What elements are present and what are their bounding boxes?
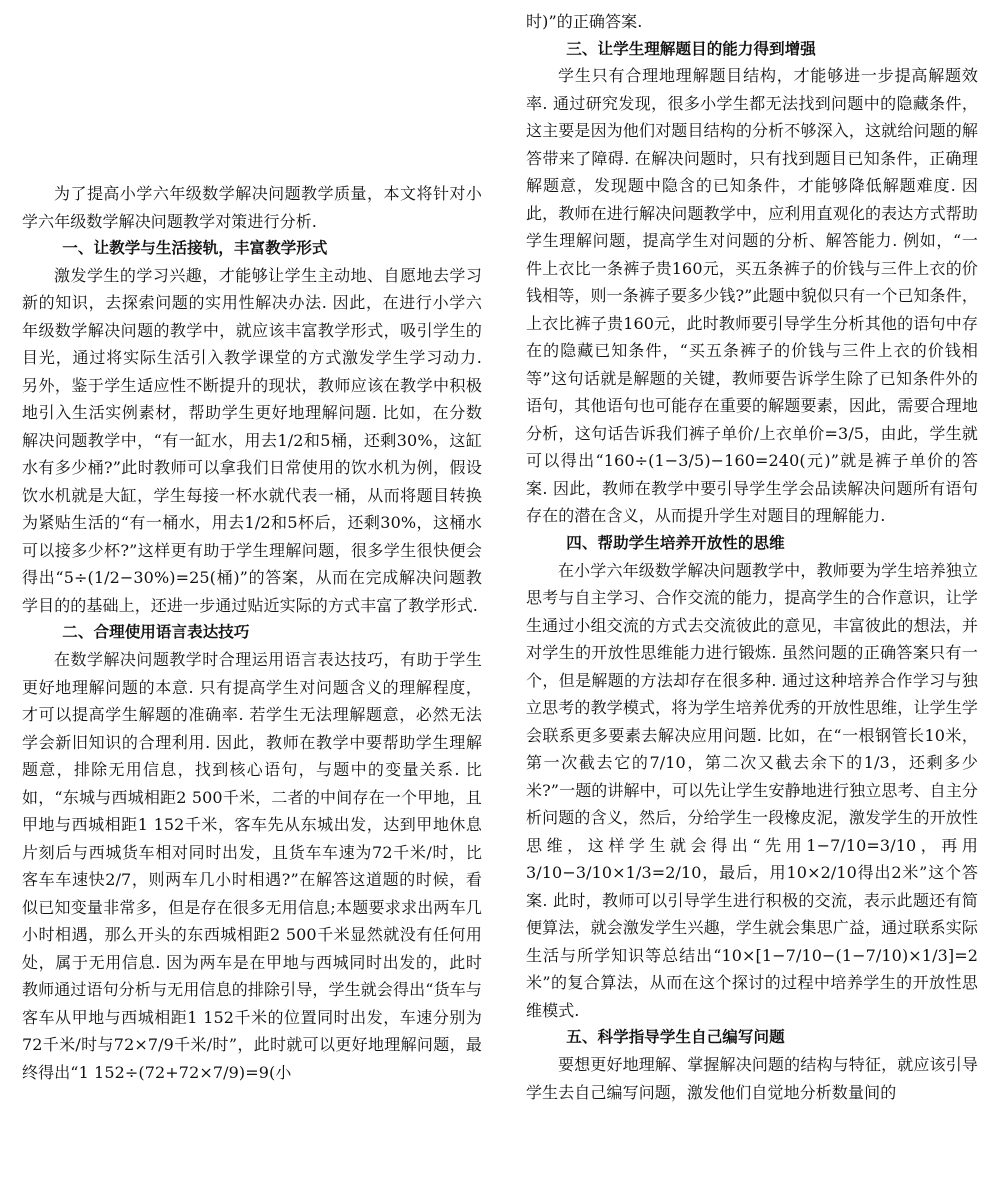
section-4-paragraph: 在小学六年级数学解决问题教学中，教师要为学生培养独立思考与自主学习、合作交流的能力，提高学生的合作意识，让学生通过小组交流的方式去交流彼此的意见，丰富彼此的想法，并对学生的开放性思维能力进行锻炼. 虽然问题的正确答案只有一个，但是解题的方法却存在很多种. 通过这种培养合作学习与独立思考的教学模式，将为学生培养优秀的开放性思维，让学生学会联系更多要素去解决应用问题. 比如，在“一根钢管长10米，第一次截去它的7/10，第二次又截去余下的1/3，还剩多少米?”一题的讲解中，可以先让学生安静地进行独立思考、自主分析问题的含义，然后，分给学生一段橡皮泥，激发学生的开放性思维，这样学生就会得出“先用1−7/10=3/10，再用3/10−3/10×1/3=2/10，最后，用10×2/10得出2米”这个答案. 此时，教师可以引导学生进行积极的交流，表示此题还有简便算法，就会激发学生兴趣，学生就会集思广益，通过联系实际生活与所学知识等总结出“10×[1−7/10−(1−7/10)×1/3]=2米”的复合算法，从而在这个探讨的过程中培养学生的开放性思维模式. [526,560,978,1020]
section-3-paragraph: 学生只有合理地理解题目结构，才能够进一步提高解题效率. 通过研究发现，很多小学生都无法找到问题中的隐藏条件，这主要是因为他们对题目结构的分析不够深入，这就给问题的解答带来了障碍. 在解决问题时，只有找到题目已知条件，正确理解题意，发现题中隐含的已知条件，才能够降低解题难度. 因此，教师在进行解决问题教学中，应利用直观化的表达方式帮助学生理解问题，提高学生对问题的分析、解答能力. 例如，“一件上衣比一条裤子贵160元，买五条裤子的价钱与三件上衣的价钱相等，则一条裤子要多少钱?”此题中貌似只有一个已知条件，上衣比裤子贵160元，此时教师要引导学生分析其他的语句中存在的隐藏已知条件，“买五条裤子的价钱与三件上衣的价钱相等”这句话就是解题的关键，教师要告诉学生除了已知条件外的语句，其他语句也可能存在重要的解题要素，因此，需要合理地分析，这句话告诉我们裤子单价/上衣单价=3/5，由此，学生就可以得出“160÷(1−3/5)−160=240(元)”就是裤子单价的答案. 因此，教师在教学中要引导学生学会品读解决问题所有语句存在的潜在含义，从而提升学生对题目的理解能力. [526,66,978,526]
section-4-heading: 四、帮助学生培养开放性的思维 [566,533,785,552]
section-3-heading: 三、让学生理解题目的能力得到增强 [566,39,816,58]
left-column [22,0,482,1194]
section-5-paragraph: 要想更好地理解、掌握解决问题的结构与特征，就应该引导学生去自己编写问题，激发他们自觉地分析数量间的 [526,1055,978,1102]
section-5-heading: 五、科学指导学生自己编写问题 [566,1028,785,1047]
section-1-paragraph: 激发学生的学习兴趣，才能够让学生主动地、自愿地去学习新的知识，去探索问题的实用性解决办法. 因此，在进行小学六年级数学解决问题的教学中，就应该丰富教学形式，吸引学生的目光，通过将实际生活引入教学课堂的方式激发学生学习动力. 另外，鉴于学生适应性不断提升的现状，教师应该在教学中积极地引入生活实例素材，帮助学生更好地理解问题. 比如，在分数解决问题教学中，“有一缸水，用去1/2和5桶，还剩30%，这缸水有多少桶?”此时教师可以拿我们日常使用的饮水机为例，假设饮水机就是大缸，学生每接一杯水就代表一桶，从而将题目转换为紧贴生活的“有一桶水，用去1/2和5杯后，还剩30%，这桶水可以接多少杯?”这样更有助于学生理解问题，很多学生很快便会得出“5÷(1/2−30%)=25(桶)”的答案，从而在完成解决问题教学目的的基础上，还进一步通过贴近实际的方式丰富了教学形式. [22,265,482,615]
section-2-heading: 二、合理使用语言表达技巧 [62,623,250,642]
section-2-paragraph: 在数学解决问题教学时合理运用语言表达技巧，有助于学生更好地理解问题的本意. 只有提高学生对问题含义的理解程度，才可以提高学生解题的准确率. 若学生无法理解题意，必然无法学会新旧知识的合理利用. 因此，教师在教学中要帮助学生理解题意，排除无用信息，找到核心语句，与题中的变量关系. 比如，“东城与西城相距2 500千米，二者的中间存在一个甲地，且甲地与西城相距1 152千米，客车先从东城出发，达到甲地休息片刻后与西城货车相对同时出发，且货车车速为72千米/时，比客车车速快2/7，则两车几小时相遇?”在解答这道题的时候，看似已知变量非常多，但是存在很多无用信息;本题要求求出两车几小时相遇，那么开头的东西城相距2 500千米显然就没有任何用处，属于无用信息. 因为两车是在甲地与西城同时出发的，此时教师通过语句分析与无用信息的排除引导，学生就会得出“货车与客车从甲地与西城相距1 152千米的位置同时出发，车速分别为72千米/时与72×7/9千米/时”，此时就可以更好地理解问题，最终得出“1 152÷(72+72×7/9)=9(小 [22,650,482,1082]
continued-text: 时)”的正确答案. [526,12,643,31]
right-column [526,0,978,1194]
section-1-heading: 一、让教学与生活接轨，丰富教学形式 [62,239,328,258]
intro-paragraph: 为了提高小学六年级数学解决问题教学质量，本文将针对小学六年级数学解决问题教学对策进行分析. [22,184,482,231]
